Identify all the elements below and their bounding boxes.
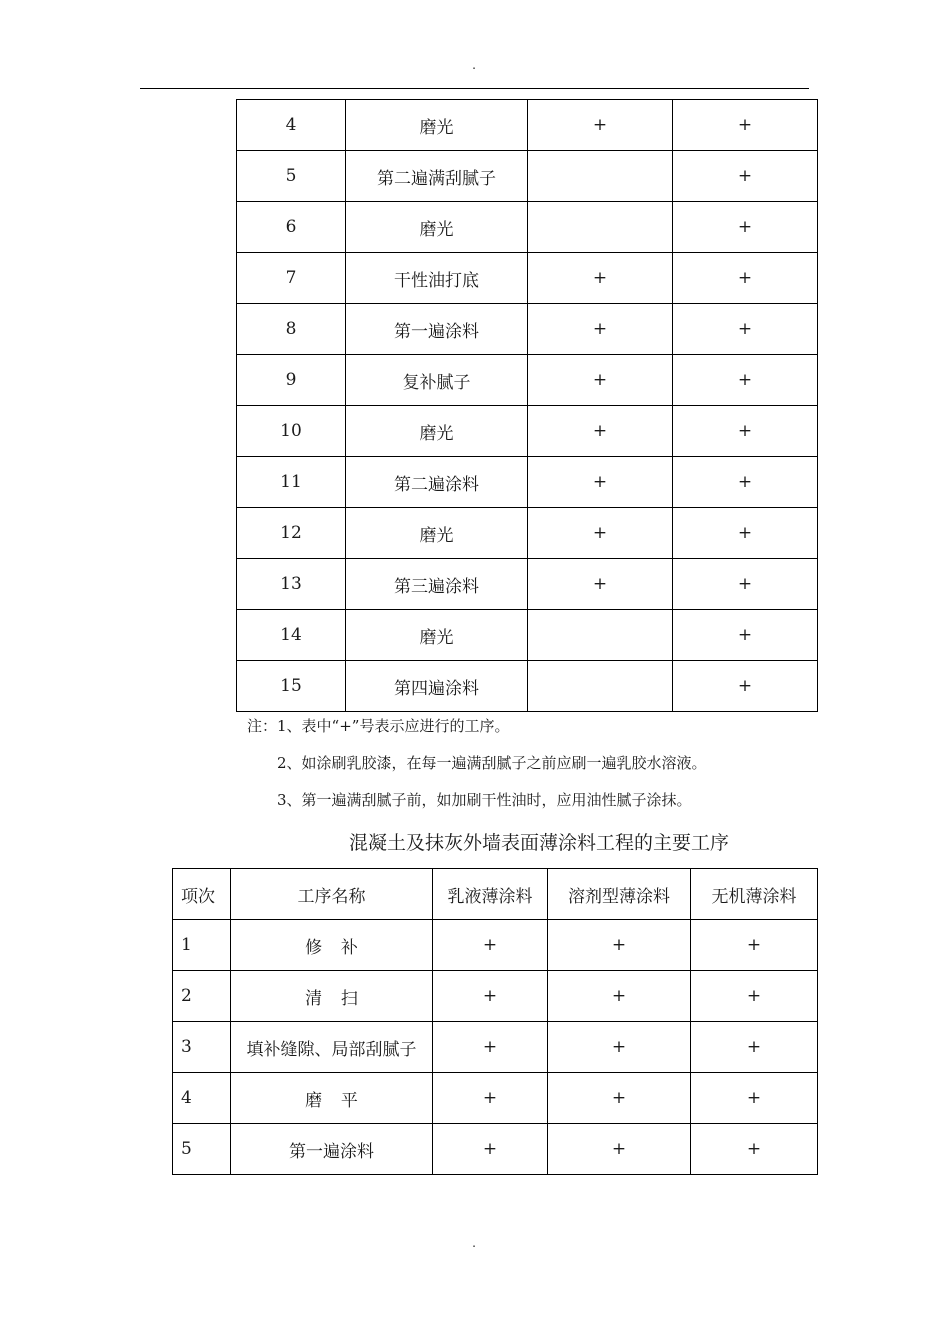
table-row [237,457,818,508]
row-number: 12 [237,508,346,559]
process-name: 复补腻子 [346,355,528,406]
row-number: 7 [237,253,346,304]
mark-cell: + [528,559,673,610]
row-number: 5 [237,151,346,202]
process-name: 磨光 [346,508,528,559]
mark-cell: + [691,1022,818,1073]
mark-cell: + [433,1022,548,1073]
mark-cell [528,151,673,202]
header-inorganic-coating: 无机薄涂料 [691,869,818,920]
mark-cell: + [548,1073,691,1124]
row-number: 6 [237,202,346,253]
table-row [173,1073,818,1124]
mark-cell: + [528,355,673,406]
process-name: 清扫 [231,971,433,1022]
row-number: 9 [237,355,346,406]
mark-cell: + [673,457,818,508]
process-name: 磨光 [346,100,528,151]
mark-cell: + [528,100,673,151]
row-number: 1 [173,920,231,971]
table-row [237,253,818,304]
mark-cell [528,661,673,712]
mark-cell: + [673,151,818,202]
process-table-continued [236,99,818,712]
mark-cell: + [673,559,818,610]
mark-cell: + [528,457,673,508]
mark-cell: + [673,202,818,253]
mark-cell: + [673,661,818,712]
mark-cell: + [691,1073,818,1124]
row-number: 10 [237,406,346,457]
mark-cell: + [673,406,818,457]
row-number: 13 [237,559,346,610]
mark-cell: + [691,1124,818,1175]
row-number: 4 [173,1073,231,1124]
mark-cell: + [673,508,818,559]
row-number: 15 [237,661,346,712]
process-name: 第一遍涂料 [346,304,528,355]
process-name: 第二遍满刮腻子 [346,151,528,202]
process-name: 填补缝隙、局部刮腻子 [231,1022,433,1073]
mark-cell: + [673,610,818,661]
row-number: 2 [173,971,231,1022]
mark-cell: + [433,1124,548,1175]
mark-cell: + [673,100,818,151]
process-name: 磨光 [346,202,528,253]
header-dot: . [472,58,476,72]
mark-cell: + [433,1073,548,1124]
note-1: 注：1、表中“+”号表示应进行的工序。 [247,717,510,735]
header-solvent-coating: 溶剂型薄涂料 [548,869,691,920]
mark-cell: + [528,406,673,457]
process-name: 第三遍涂料 [346,559,528,610]
table-row [237,304,818,355]
header-item-number: 项次 [173,869,231,920]
mark-cell: + [691,971,818,1022]
note-2: 2、如涂刷乳胶漆，在每一遍满刮腻子之前应刷一遍乳胶水溶液。 [277,754,707,772]
process-name: 第一遍涂料 [231,1124,433,1175]
row-number: 11 [237,457,346,508]
table-row [237,100,818,151]
process-name: 第四遍涂料 [346,661,528,712]
mark-cell: + [528,253,673,304]
mark-cell: + [548,920,691,971]
table-row [237,355,818,406]
mark-cell: + [528,304,673,355]
mark-cell: + [548,1022,691,1073]
process-name: 磨光 [346,610,528,661]
table-row [237,661,818,712]
header-rule [140,88,809,89]
table-row [237,406,818,457]
header-emulsion-coating: 乳液薄涂料 [433,869,548,920]
table-row [173,920,818,971]
mark-cell: + [433,920,548,971]
mark-cell: + [548,1124,691,1175]
mark-cell: + [673,355,818,406]
process-name: 磨光 [346,406,528,457]
mark-cell: + [691,920,818,971]
row-number: 3 [173,1022,231,1073]
row-number: 5 [173,1124,231,1175]
note-3: 3、第一遍满刮腻子前，如加刷干性油时，应用油性腻子涂抹。 [277,791,692,809]
table-row [237,610,818,661]
row-number: 14 [237,610,346,661]
table-row [237,559,818,610]
mark-cell: + [548,971,691,1022]
process-name: 磨平 [231,1073,433,1124]
table-row [173,1124,818,1175]
process-name: 干性油打底 [346,253,528,304]
row-number: 4 [237,100,346,151]
mark-cell [528,202,673,253]
table-row [173,971,818,1022]
exterior-coating-table [172,868,818,1175]
footer-dot: . [472,1236,476,1250]
table-row [237,151,818,202]
section-title: 混凝土及抹灰外墙表面薄涂料工程的主要工序 [349,832,730,854]
mark-cell: + [673,304,818,355]
mark-cell [528,610,673,661]
mark-cell: + [528,508,673,559]
header-process-name: 工序名称 [231,869,433,920]
process-name: 修补 [231,920,433,971]
table-row [237,202,818,253]
row-number: 8 [237,304,346,355]
mark-cell: + [433,971,548,1022]
process-name: 第二遍涂料 [346,457,528,508]
table-header-row [173,869,818,920]
mark-cell: + [673,253,818,304]
table-row [237,508,818,559]
table-row [173,1022,818,1073]
